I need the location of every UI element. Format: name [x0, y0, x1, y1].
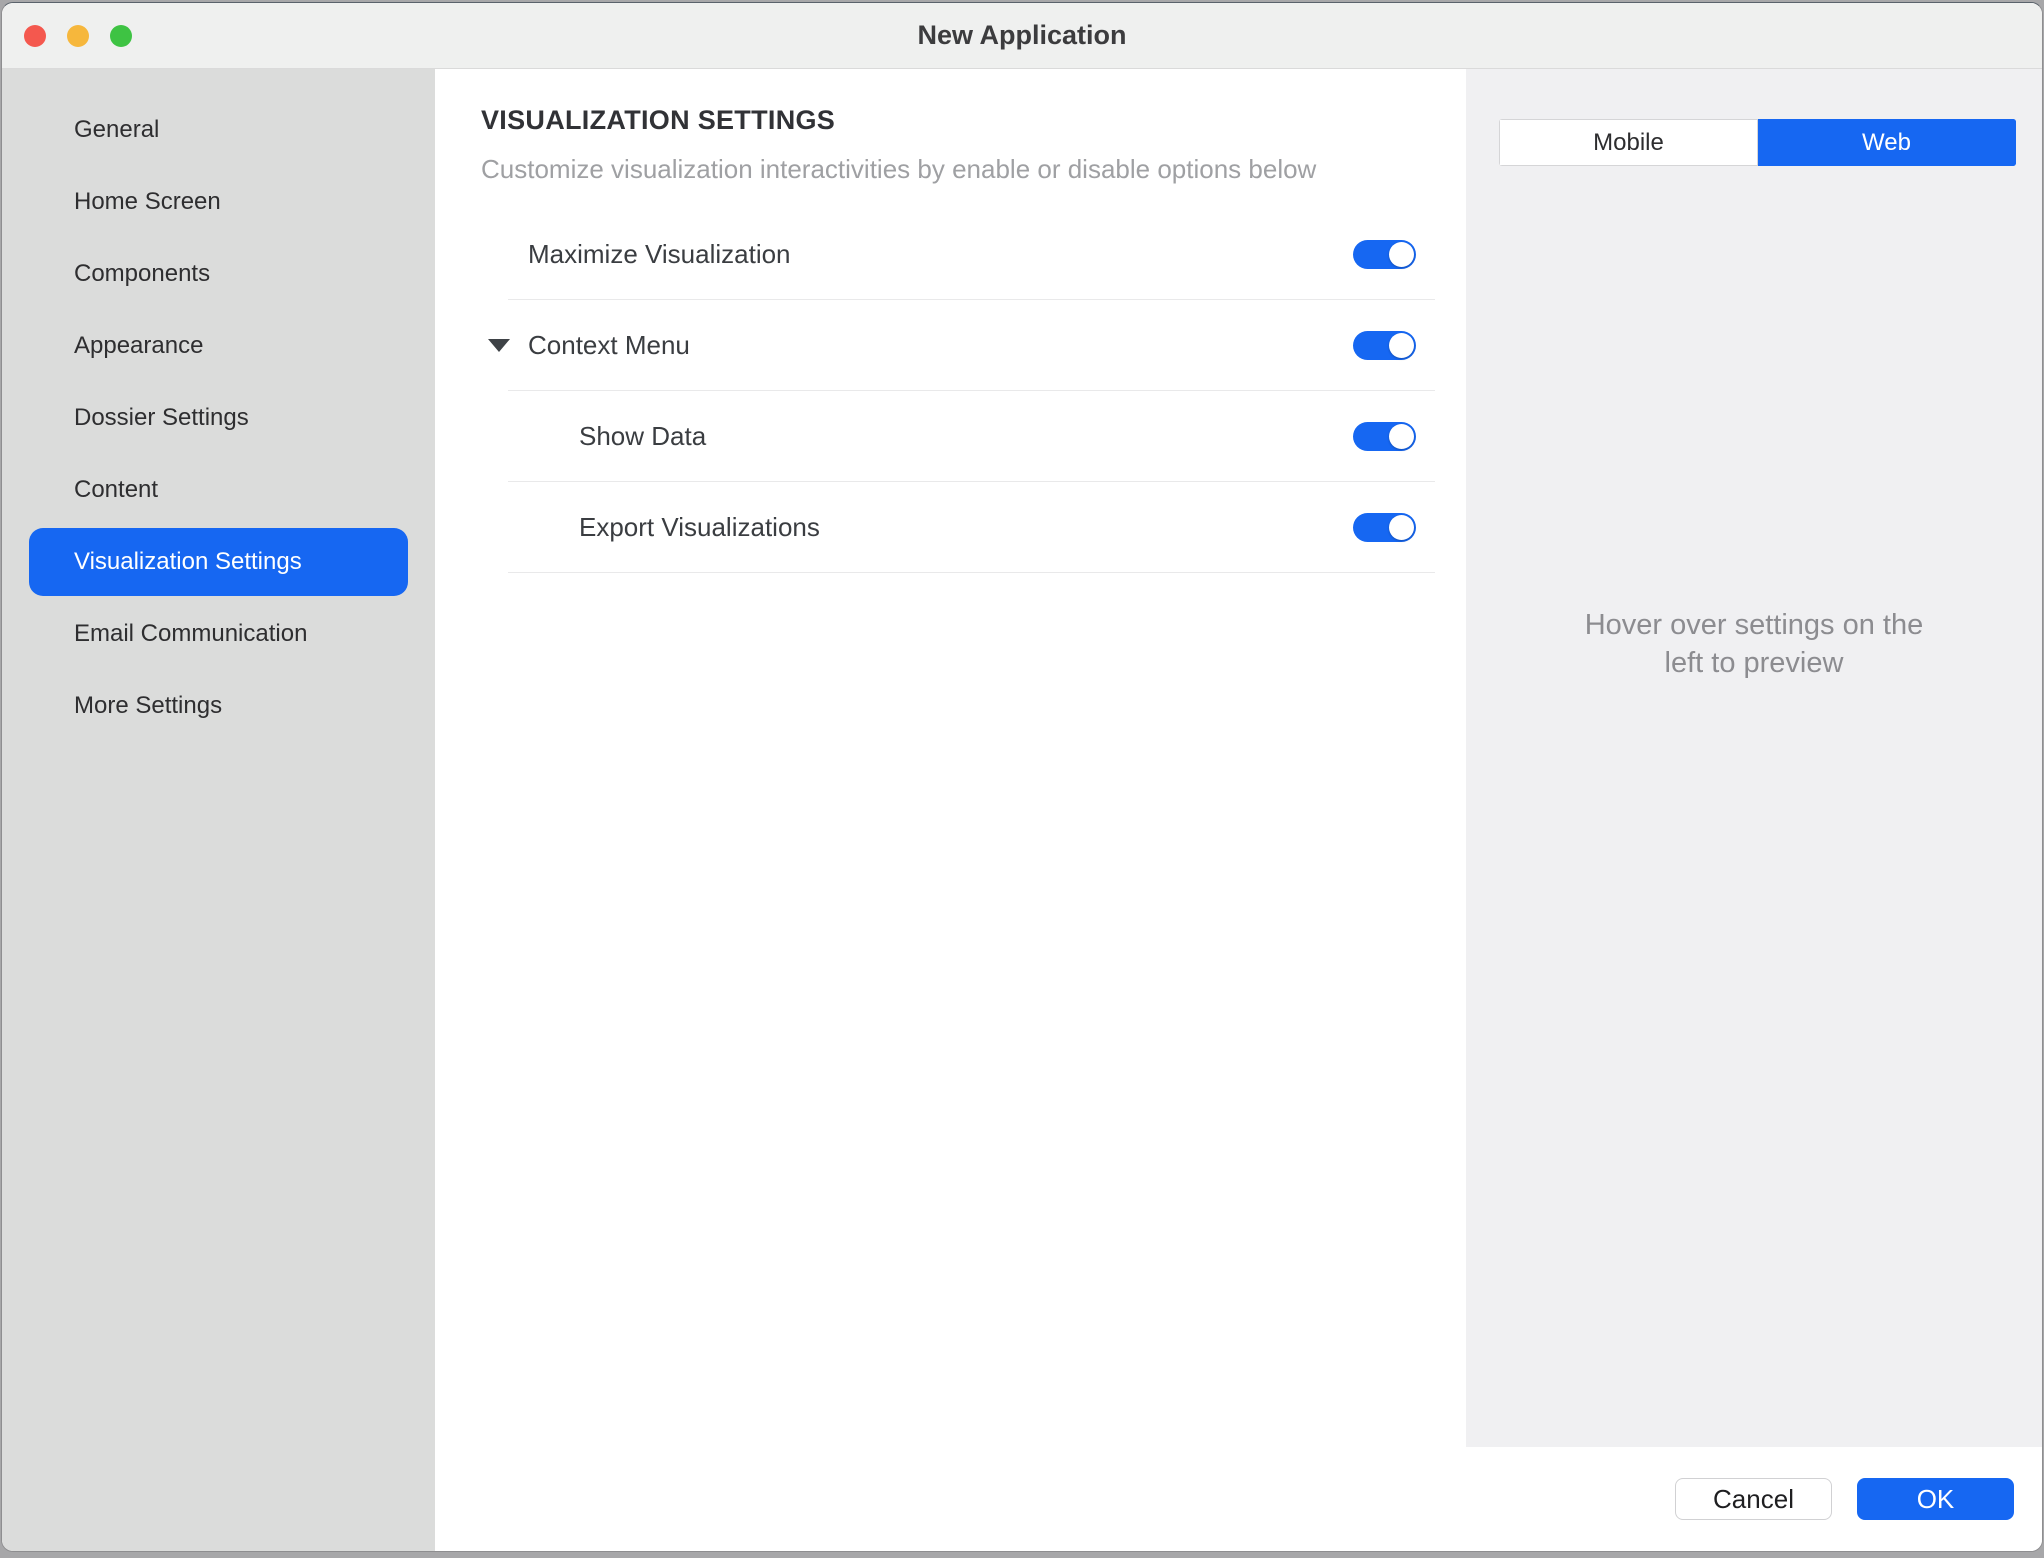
toggle-knob — [1389, 242, 1414, 267]
settings-list — [508, 209, 1435, 573]
page-subtitle: Customize visualization interactivities by enable or disable options below — [481, 154, 1317, 184]
sidebar-item-label: Components — [74, 260, 211, 287]
toggle-knob — [1389, 333, 1414, 358]
dialog-footer — [435, 1447, 2042, 1551]
sidebar-item-label: More Settings — [74, 692, 223, 719]
device-segmented-control — [1499, 119, 2016, 166]
sidebar-item-visualization-settings[interactable] — [29, 528, 408, 596]
sidebar-item-label: Email Communication — [74, 620, 308, 647]
maximize-visualization-toggle[interactable] — [1353, 240, 1416, 269]
tab-web[interactable] — [1758, 119, 2016, 166]
sidebar-item-components[interactable] — [29, 240, 408, 308]
setting-label: Context Menu — [528, 329, 690, 360]
setting-row-maximize-visualization — [508, 209, 1435, 300]
toggle-knob — [1389, 515, 1414, 540]
sidebar-item-label: Appearance — [74, 332, 204, 359]
tab-label: Web — [1862, 128, 1911, 156]
close-button[interactable] — [24, 25, 46, 47]
setting-label: Maximize Visualization — [528, 238, 791, 269]
preview-panel — [1466, 69, 2042, 1447]
settings-sidebar — [2, 69, 435, 1551]
zoom-button[interactable] — [110, 25, 132, 47]
context-menu-toggle[interactable] — [1353, 331, 1416, 360]
page-title: VISUALIZATION SETTINGS — [481, 105, 836, 135]
setting-row-context-menu — [508, 300, 1435, 391]
cancel-button[interactable]: Cancel — [1675, 1478, 1832, 1520]
sidebar-item-label: Dossier Settings — [74, 404, 249, 431]
tab-label: Mobile — [1593, 128, 1664, 156]
toggle-knob — [1389, 424, 1414, 449]
new-application-dialog — [1, 2, 2043, 1552]
chevron-down-icon[interactable] — [488, 339, 510, 352]
show-data-toggle[interactable] — [1353, 422, 1416, 451]
traffic-lights — [24, 3, 132, 68]
setting-row-export-visualizations — [508, 482, 1435, 573]
sidebar-item-appearance[interactable] — [29, 312, 408, 380]
sidebar-item-dossier-settings[interactable] — [29, 384, 408, 452]
ok-button[interactable]: OK — [1857, 1478, 2014, 1520]
setting-label: Export Visualizations — [579, 511, 820, 542]
sidebar-item-content[interactable] — [29, 456, 408, 524]
sidebar-item-general[interactable] — [29, 96, 408, 164]
export-visualizations-toggle[interactable] — [1353, 513, 1416, 542]
sidebar-item-more-settings[interactable] — [29, 672, 408, 740]
sidebar-item-label: Home Screen — [74, 188, 221, 215]
setting-row-show-data — [508, 391, 1435, 482]
preview-placeholder-line1: Hover over settings on the — [1584, 609, 1924, 641]
window-title: New Application — [917, 20, 1127, 50]
minimize-button[interactable] — [67, 25, 89, 47]
tab-mobile[interactable] — [1499, 119, 1758, 166]
sidebar-item-label: Content — [74, 476, 159, 503]
sidebar-item-home-screen[interactable] — [29, 168, 408, 236]
sidebar-item-label: Visualization Settings — [74, 548, 302, 575]
setting-label: Show Data — [579, 420, 707, 451]
preview-placeholder-text — [1466, 606, 2042, 682]
title-bar — [2, 3, 2042, 69]
visualization-settings-panel — [435, 69, 1466, 1447]
sidebar-item-email-communication[interactable] — [29, 600, 408, 668]
preview-placeholder-line2: left to preview — [1664, 647, 1844, 679]
sidebar-item-label: General — [74, 116, 160, 143]
